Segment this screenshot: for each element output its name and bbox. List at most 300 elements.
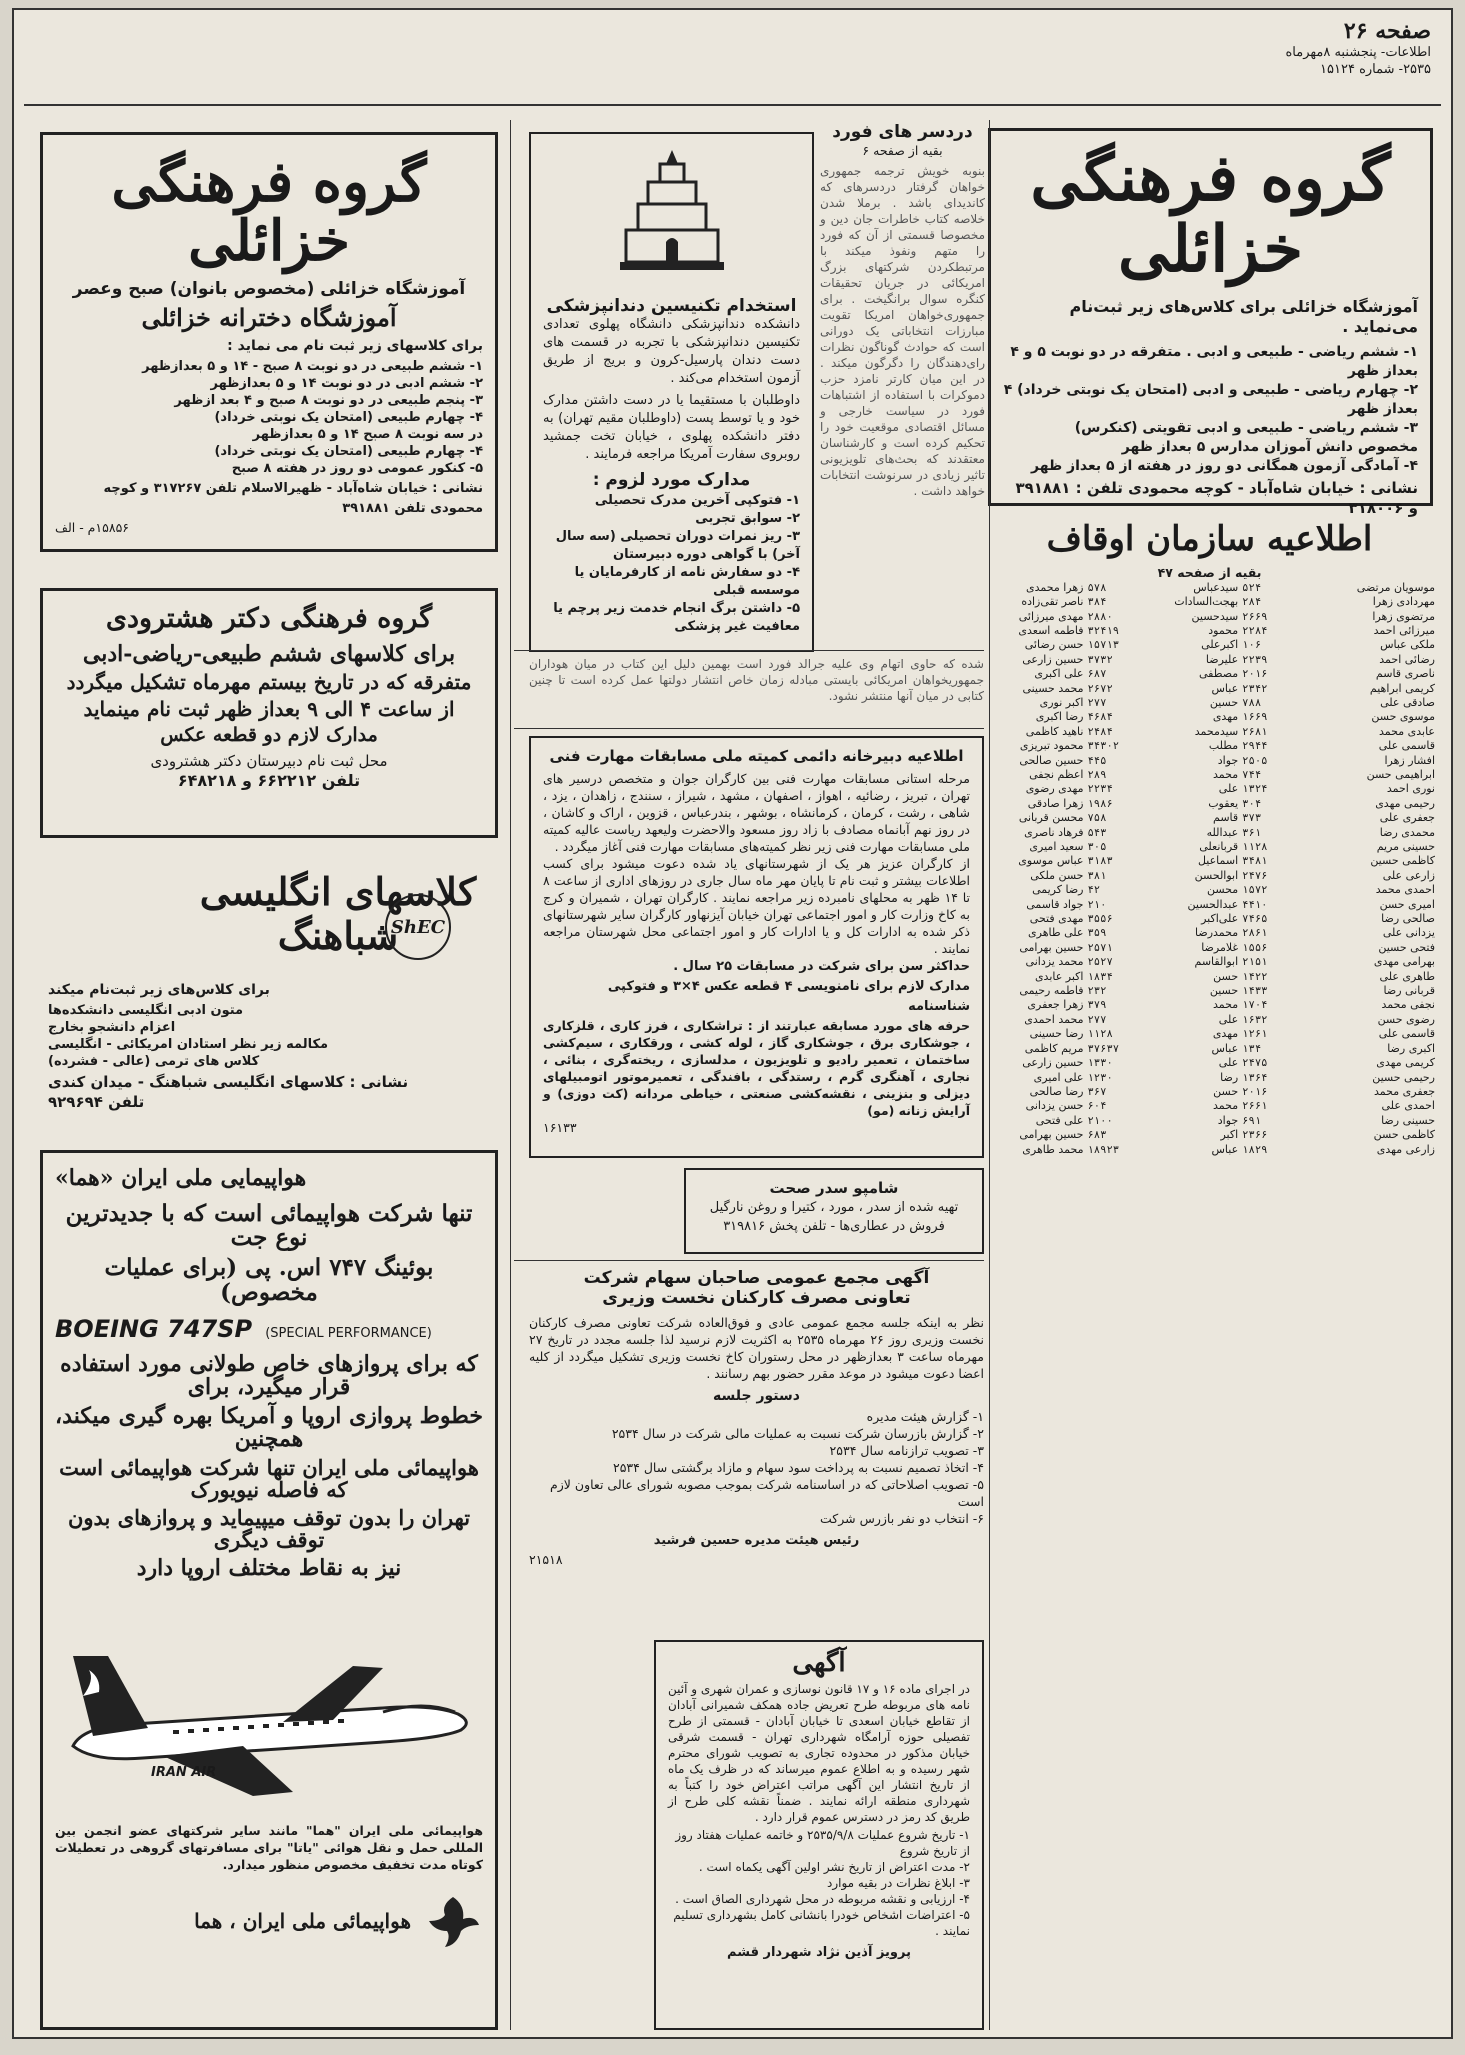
table-cell: سعید امیری bbox=[1029, 840, 1084, 853]
table-cell: ۲۰۱۶ bbox=[1242, 668, 1268, 681]
table-cell: قاسمی علی bbox=[1378, 739, 1435, 753]
ad-subtitle-2: آموزشگاه دخترانه خزائلی bbox=[141, 302, 397, 332]
table-row bbox=[982, 912, 1437, 926]
list-item: ۵- تصویب اصلاحاتی که در اساسنامه شرکت بموجب مصوبه شورای عالی تعاون لازم است bbox=[550, 1477, 984, 1509]
ad-intro: برای کلاسهای زیر ثبت نام می نماید : bbox=[227, 337, 483, 354]
table-cell: ۲۰۱۶ bbox=[1242, 1085, 1268, 1098]
table-cell: عباس bbox=[1211, 681, 1239, 695]
table-cell: فرهاد ناصری bbox=[1024, 825, 1084, 839]
ad-line: متفرقه که در تاریخ بیستم مهرماه تشکیل میگردد bbox=[66, 670, 472, 695]
table-cell: ۱۴۲۲ bbox=[1242, 970, 1268, 983]
table-row bbox=[982, 811, 1437, 825]
ad-line: محل ثبت نام دبیرستان دکتر هشترودی bbox=[150, 752, 388, 771]
table-cell: مهدی میرزائی bbox=[1018, 609, 1084, 623]
ad-title: شامپو سدر صحت bbox=[769, 1179, 899, 1197]
ad-subtitle: آموزشگاه خزائلی (مخصوص بانوان) صبح وعصر bbox=[72, 278, 466, 299]
table-cell: ناصر تقی‌زاده bbox=[1021, 595, 1084, 609]
table-cell: جواد bbox=[1217, 1113, 1239, 1127]
owqaf-title: اطلاعیه سازمان اوقاف bbox=[1046, 519, 1373, 559]
table-cell: علی‌اکبر bbox=[1201, 912, 1239, 926]
table-cell: حسن bbox=[1213, 969, 1239, 983]
ad-address: نشانی : خیابان شاه‌آباد - کوچه محمودی تلفن : ۳۹۱۸۸۱ و ۳۱۸۰۰۶ bbox=[1015, 479, 1418, 518]
ad-line: بوئینگ ۷۴۷ اس. پی (برای عملیات مخصوص) bbox=[104, 1254, 434, 1306]
table-cell: علی طاهری bbox=[1028, 926, 1084, 940]
table-row bbox=[982, 710, 1437, 724]
table-cell: محمود bbox=[1208, 623, 1239, 637]
table-cell: غلامرضا bbox=[1201, 940, 1239, 954]
table-cell: ۲۲۳۹ bbox=[1242, 653, 1268, 666]
ad-body: تهیه شده از سدر ، مورد ، کتیرا و روغن نارگیل bbox=[709, 1200, 959, 1215]
table-row bbox=[982, 768, 1437, 782]
list-item: ۳- تصویب ترازنامه سال ۲۵۳۴ bbox=[829, 1443, 984, 1458]
table-row bbox=[982, 1071, 1437, 1085]
ad-body-2: داوطلبان با مستقیما یا در دست داشتن مدارک خود و یا توسط پست (داوطلبان مقیم تهران) به دفتر دانشکده پهلوی ، خیابان تخت جمشید روبروی سفارت آمریکا مراجعه فرمایند . bbox=[543, 393, 800, 462]
table-cell: محمدرضا bbox=[1195, 926, 1239, 940]
table-cell: علی امیری bbox=[1033, 1070, 1084, 1084]
ad-title: گروه فرهنگی bbox=[111, 149, 427, 215]
table-cell: ۲۵۲۷ bbox=[1087, 956, 1113, 969]
list-item: ۴- ارزیابی و نقشه مربوطه در محل شهرداری الصاق است . bbox=[675, 1892, 970, 1907]
table-cell: ۳۲۴۱۹ bbox=[1087, 624, 1120, 637]
table-cell: ۵۲۴ bbox=[1242, 581, 1262, 594]
table-cell: مرتضوی زهرا bbox=[1372, 609, 1435, 623]
list-item: ۳- ششم ریاضی - طبیعی و ادبی تقویتی (کنکرس) bbox=[1074, 420, 1418, 437]
boeing-747sp-illustration-icon bbox=[53, 1596, 483, 1806]
notice-docs: مدارک لازم برای نامنویسی ۴ قطعه عکس ۴×۳ و فتوکپی شناسنامه bbox=[607, 979, 970, 1014]
table-cell: ۳۰۴ bbox=[1242, 797, 1262, 810]
table-cell: اعظم نجفی bbox=[1029, 767, 1084, 781]
table-row bbox=[982, 682, 1437, 696]
table-cell: رضا bbox=[1220, 1070, 1239, 1084]
table-row bbox=[982, 941, 1437, 955]
notice-title: آگهی مجمع عمومی صاحبان سهام شرکت bbox=[583, 1268, 930, 1288]
table-cell: ۱۳۲۴ bbox=[1242, 783, 1268, 796]
table-cell: ۶۸۷ bbox=[1087, 668, 1107, 681]
ad-footer: هواپیمائی ملی ایران ، هما bbox=[194, 1908, 411, 1933]
table-row bbox=[982, 926, 1437, 940]
table-cell: ۱۸۹۲۳ bbox=[1087, 1143, 1120, 1156]
table-cell: حسین bbox=[1209, 984, 1239, 998]
table-cell: ملکی عباس bbox=[1380, 638, 1435, 652]
notice-trades: حرفه های مورد مسابقه عبارتند از : تراشکاری ، فرز کاری ، قلزکاری ، جوشکاری برق ، جوشکاری گاز ، لوله کشی ، ورقکاری ، سیم‌کشی ساختمان ، تعمیر رادیو و تلویزیون ، مدلسازی ، ریخته‌گری ، بنائی ، نجاری ، آهنگری گرم ، رستدگی ، بافندگی ، تعمیرموتور اتومبیلهای دیزلی و بنزینی ، نقشه‌کشی صنعتی ، خیاطی مردانه (کت دوزی) و آرایش زنانه (مو) bbox=[543, 1018, 970, 1118]
table-cell: حسینی رضا bbox=[1381, 1113, 1435, 1127]
table-cell: مهدی فتحی bbox=[1029, 912, 1084, 926]
table-row bbox=[982, 725, 1437, 739]
table-cell: موسوی حسن bbox=[1371, 710, 1435, 724]
table-cell: رضا صالحی bbox=[1029, 1084, 1084, 1098]
table-cell: بهرامی مهدی bbox=[1373, 955, 1435, 969]
table-cell: ۲۹۴۴ bbox=[1242, 740, 1268, 753]
table-cell: زهرا صادقی bbox=[1027, 796, 1084, 810]
header-date: اطلاعات- پنجشنبه ۸مهرماه bbox=[1285, 45, 1431, 60]
table-cell: رضائی احمد bbox=[1379, 652, 1435, 666]
table-row bbox=[982, 610, 1437, 624]
list-item: ۳- ابلاغ نظرات در بقیه موارد bbox=[827, 1876, 970, 1891]
table-row bbox=[982, 653, 1437, 667]
newspaper-page bbox=[12, 8, 1453, 2039]
table-cell: حسین بهرامی bbox=[1019, 1128, 1084, 1142]
table-row bbox=[982, 869, 1437, 883]
table-cell: ۲۵۰۵ bbox=[1242, 754, 1268, 767]
ad-line: تهران را بدون توقف میپیماید و پروازهای بدون توقف دیگری bbox=[67, 1505, 471, 1553]
table-cell: ۱۳۶۴ bbox=[1242, 1071, 1268, 1084]
table-cell: محمد bbox=[1213, 767, 1239, 781]
table-cell: ۳۸۴ bbox=[1087, 596, 1107, 609]
ad-line: خطوط پروازی اروپا و آمریکا بهره گیری میکند، همچنین bbox=[55, 1402, 483, 1452]
top-rule bbox=[24, 104, 1441, 106]
ad-title: گروه فرهنگی bbox=[1030, 141, 1391, 216]
page-number: صفحه ۲۶ bbox=[1343, 18, 1431, 44]
list-item: ۲- مدت اعتراض از تاریخ نشر اولین آگهی یکماه است . bbox=[698, 1860, 970, 1875]
table-row bbox=[982, 970, 1437, 984]
table-cell: فاطمه اسعدی bbox=[1018, 623, 1084, 637]
table-cell: اکبر عابدی bbox=[1034, 969, 1084, 983]
university-emblem-icon bbox=[612, 142, 732, 292]
homa-bird-logo-icon bbox=[423, 1891, 483, 1951]
table-cell: رحیمی حسین bbox=[1372, 1070, 1435, 1084]
column-divider bbox=[989, 120, 990, 2030]
list-item: ۱- ششم ریاضی - طبیعی و ادبی . متفرقه در دو نوبت ۵ و ۴ بعداز ظهر bbox=[1010, 344, 1418, 380]
notice-signature: پرویز آذین‌ نژاد شهردار قشم bbox=[727, 1945, 911, 1961]
list-item: ۲- گزارش بازرسان شرکت نسبت به عملیات مالی شرکت در سال ۲۵۳۴ bbox=[611, 1426, 984, 1441]
list-item: ۳- ریز نمرات دوران تحصیلی (سه سال آخر) با گواهی دوره دبیرستان bbox=[555, 529, 800, 562]
notice-title-2: تعاونی مصرف کارکنان نخست وزیری bbox=[602, 1288, 911, 1308]
table-cell: جعفری محمد bbox=[1374, 1084, 1435, 1098]
table-cell: علی bbox=[1218, 1056, 1239, 1070]
list-item: ۱- گزارش هیئت مدیره bbox=[866, 1409, 984, 1424]
table-row bbox=[982, 854, 1437, 868]
table-cell: سیدعباس bbox=[1193, 580, 1239, 594]
table-cell: مریم کاظمی bbox=[1024, 1041, 1084, 1055]
table-cell: ۲۲۸۴ bbox=[1242, 624, 1268, 637]
table-cell: ناصری قاسم bbox=[1375, 667, 1435, 681]
list-item: ۶- انتخاب دو نفر بازرس شرکت bbox=[820, 1511, 984, 1526]
table-cell: قربانعلی bbox=[1199, 840, 1239, 853]
skills-competition-notice bbox=[529, 736, 984, 1158]
table-cell: علی اکبری bbox=[1034, 667, 1084, 681]
list-item: ۴- دو سفارش نامه از کارفرمایان یا موسسه قبلی bbox=[574, 565, 800, 598]
table-cell: حسن یزدانی bbox=[1025, 1099, 1084, 1113]
table-row bbox=[982, 826, 1437, 840]
table-cell: عابدی محمد bbox=[1379, 724, 1435, 738]
table-cell: مهردادی زهرا bbox=[1372, 595, 1435, 609]
list-item: متون ادبی انگلیسی دانشکده‌ها bbox=[48, 1003, 244, 1018]
table-cell: ۲۴۷۵ bbox=[1242, 1057, 1268, 1070]
table-cell: حسن رضائی bbox=[1024, 638, 1084, 652]
list-item: اعزام دانشجو بخارج bbox=[48, 1020, 176, 1035]
table-row bbox=[982, 1114, 1437, 1128]
ad-body: دانشکده دندانپزشکی دانشگاه پهلوی تعدادی تکنیسین دندانپزشکی با تجربه در قسمت های دست دندان پارسیل-کرون و بریج از طریق آزمون استخدام می‌کند . bbox=[543, 317, 800, 386]
table-cell: ۲۶۶۱ bbox=[1242, 1100, 1268, 1113]
ad-phone: تلفن ۹۲۹۶۹۴ bbox=[48, 1093, 145, 1111]
table-cell: ۱۶۶۹ bbox=[1242, 711, 1268, 724]
table-cell: ۲۵۷۱ bbox=[1087, 941, 1113, 954]
article-title: دردسر های فورد bbox=[832, 122, 973, 142]
table-cell: ۳۷۳۲ bbox=[1087, 653, 1113, 666]
table-cell: افشار زهرا bbox=[1384, 753, 1435, 767]
table-cell: بهجت‌السادات bbox=[1174, 595, 1239, 609]
table-row bbox=[982, 1085, 1437, 1099]
table-cell: ۲۱۰۰ bbox=[1087, 1114, 1113, 1127]
table-cell: ۵۷۸ bbox=[1087, 581, 1107, 594]
table-row bbox=[982, 595, 1437, 609]
ford-article bbox=[820, 122, 985, 747]
table-row bbox=[982, 1143, 1437, 1157]
table-cell: حسن bbox=[1213, 1084, 1239, 1098]
shampoo-ad bbox=[684, 1168, 984, 1254]
table-row bbox=[982, 1128, 1437, 1142]
table-row bbox=[982, 1099, 1437, 1113]
table-cell: ابوالقاسم bbox=[1194, 955, 1239, 969]
table-cell: یزدانی علی bbox=[1382, 926, 1435, 940]
table-cell: ۳۸۱ bbox=[1087, 869, 1107, 882]
table-cell: ۴۶۸۴ bbox=[1087, 711, 1113, 724]
docs-title: مدارک مورد لزوم : bbox=[592, 470, 751, 490]
table-cell: ۶۹۱ bbox=[1242, 1114, 1262, 1127]
ad-title-2: خزائلی bbox=[188, 207, 350, 274]
ad-title: گروه فرهنگی دکتر هشترودی bbox=[105, 603, 433, 634]
table-cell: ۲۳۴۲ bbox=[1242, 682, 1268, 695]
table-cell: ۱۶۳۲ bbox=[1242, 1013, 1268, 1026]
ad-line: مدارک لازم دو قطعه عکس bbox=[160, 724, 378, 747]
table-cell: ۱۱۲۸ bbox=[1242, 841, 1268, 853]
table-cell: نوری احمد bbox=[1386, 782, 1435, 796]
table-row bbox=[982, 782, 1437, 796]
notice-ref: ۱۶۱۳۳ bbox=[543, 1120, 577, 1135]
table-cell: ۷۴۶۵ bbox=[1242, 913, 1268, 926]
owqaf-notice bbox=[982, 512, 1437, 2032]
table-cell: زارعی علی bbox=[1382, 868, 1435, 882]
shahang-ad bbox=[40, 869, 498, 1132]
table-cell: علی bbox=[1218, 782, 1239, 796]
table-cell: ابراهیمی حسن bbox=[1366, 767, 1435, 781]
list-item: ۱- ششم طبیعی در دو نوبت ۸ صبح - ۱۴ و ۵ بعدازظهر bbox=[142, 358, 483, 374]
table-cell: قاسمی علی bbox=[1378, 1027, 1435, 1041]
list-item: ۴- چهارم طبیعی (امتحان یک نوبتی خرداد) bbox=[214, 443, 483, 459]
list-item: کلاس های ترمی (عالی - فشرده) bbox=[48, 1054, 260, 1069]
table-cell: رضا کریمی bbox=[1032, 883, 1084, 897]
table-cell: قربانی رضا bbox=[1383, 984, 1435, 998]
table-cell: صالحی رضا bbox=[1381, 912, 1435, 926]
table-cell: اکبری رضا bbox=[1387, 1041, 1435, 1055]
list-item: ۱- تاریخ شروع عملیات ۲۵۳۵/۹/۸ و خاتمه عملیات هفتاد روز از تاریخ شروع bbox=[675, 1828, 970, 1859]
table-cell: رحیمی مهدی bbox=[1375, 796, 1435, 810]
owqaf-table bbox=[982, 581, 1437, 1157]
table-cell: محمد bbox=[1213, 1099, 1239, 1113]
table-cell: ۳۷۶۳۷ bbox=[1087, 1042, 1120, 1055]
table-cell: ۱۵۷۱۳ bbox=[1087, 639, 1120, 652]
table-cell: اکبر bbox=[1220, 1128, 1239, 1142]
table-cell: اکبرعلی bbox=[1201, 638, 1239, 652]
table-cell: موسویان مرتضی bbox=[1356, 580, 1435, 594]
table-cell: نجفی محمد bbox=[1381, 998, 1435, 1012]
table-cell: سیدحسین bbox=[1191, 609, 1239, 623]
table-cell: عباس موسوی bbox=[1018, 854, 1084, 868]
table-cell: ۲۷۷ bbox=[1087, 696, 1107, 709]
table-cell: ۲۸۶۱ bbox=[1242, 927, 1268, 940]
table-cell: علیرضا bbox=[1205, 652, 1239, 666]
ad-title-2: شباهنگ bbox=[277, 913, 399, 958]
list-item: ۲- سوابق تجربی bbox=[695, 511, 800, 526]
ad-line: هواپیمائی ملی ایران تنها شرکت هواپیمائی است که فاصله نیویورک bbox=[59, 1455, 479, 1503]
table-cell: ۳۰۵ bbox=[1087, 841, 1107, 853]
dental-hiring-ad bbox=[529, 132, 814, 652]
table-cell: ۶۸۳ bbox=[1087, 1129, 1107, 1142]
table-cell: رضوی حسن bbox=[1377, 1012, 1435, 1026]
table-cell: محمود تبریزی bbox=[1019, 739, 1084, 753]
table-cell: عبدالله bbox=[1206, 825, 1239, 839]
table-cell: عباس bbox=[1211, 1041, 1239, 1055]
table-cell: ۲۱۰ bbox=[1087, 898, 1107, 911]
table-cell: ۲۷۷ bbox=[1087, 1013, 1107, 1026]
table-cell: ۱۰۶ bbox=[1242, 639, 1262, 652]
ad-title-2: خزائلی bbox=[1118, 212, 1303, 288]
list-item: ۱- فتوکپی آخرین مدرک تحصیلی bbox=[594, 493, 800, 508]
notice-body-2: از کارگران عزیز هر یک از شهرستانهای یاد شده دعوت میشود برای کسب اطلاعات بیشتر و ثبت نام تا پایان مهر ماه سال جاری در روزهای اداری از ساعت ۸ تا ۱۴ ظهر به محلهای نامبرده زیر مراجعه نمایند . کارگران تهران ، شمیران و کرج به کاخ وزارت کار و امور اجتماعی تهران خیابان آیزنهاور کارگران سایر شهرستانهای ذکر شده به ادارات کل و یا ادارات کار و امور اجتماعی محل شهرستان مراجعه نمایند . bbox=[543, 856, 970, 956]
table-cell: ۲۳۶۶ bbox=[1242, 1129, 1268, 1142]
ad-phone: تلفن ۶۶۲۲۱۲ و ۶۴۸۲۱۸ bbox=[177, 771, 361, 791]
table-cell: جعفری علی bbox=[1379, 811, 1435, 825]
divider bbox=[514, 728, 984, 729]
table-cell: عبدالحسین bbox=[1187, 897, 1239, 911]
special-label: (SPECIAL PERFORMANCE) bbox=[265, 1325, 432, 1341]
table-cell: ۲۴۸۴ bbox=[1087, 725, 1113, 738]
list-item: ۵- اعتراضات اشخاص خودرا بانشانی کامل بشهرداری تسلیم نمایند . bbox=[673, 1908, 970, 1939]
ad-line: تنها شرکت هواپیمائی است که با جدیدترین نوع جت bbox=[65, 1200, 473, 1252]
owqaf-subtitle: بقیه از صفحه ۴۷ bbox=[1157, 564, 1262, 580]
ad-title: استخدام تکنیسین دندانپزشکی bbox=[546, 296, 797, 316]
ad-line: که برای پروازهای خاص طولانی مورد استفاده قرار میگیرد، برای bbox=[60, 1350, 478, 1400]
list-item: مخصوص دانش آموزان مدارس ۵ بعداز ظهر bbox=[1121, 439, 1418, 456]
table-cell: ۱۸۳۴ bbox=[1087, 970, 1113, 983]
table-row bbox=[982, 797, 1437, 811]
table-cell: اسماعیل bbox=[1197, 854, 1239, 868]
ford-continuation bbox=[529, 656, 984, 724]
ad-line: نیز به نقاط مختلف اروپا دارد bbox=[136, 1555, 402, 1582]
table-cell: ۱۱۲۸ bbox=[1087, 1028, 1113, 1041]
table-cell: ۴۴۱۰ bbox=[1242, 898, 1268, 911]
table-cell: سیدمحمد bbox=[1194, 724, 1239, 738]
table-row bbox=[982, 739, 1437, 753]
table-cell: امیری حسن bbox=[1379, 897, 1435, 911]
table-row bbox=[982, 898, 1437, 912]
table-cell: کریمی مهدی bbox=[1376, 1056, 1435, 1070]
table-cell: قاسم bbox=[1213, 811, 1239, 825]
table-cell: احمدی علی bbox=[1381, 1099, 1435, 1113]
table-cell: احمدی محمد bbox=[1375, 883, 1435, 897]
table-row bbox=[982, 754, 1437, 768]
table-cell: ۴۴۵ bbox=[1087, 754, 1107, 767]
table-row bbox=[982, 638, 1437, 652]
shareholders-meeting-notice bbox=[529, 1268, 984, 1633]
table-cell: مهدی bbox=[1212, 1027, 1239, 1041]
table-row bbox=[982, 883, 1437, 897]
column-divider bbox=[510, 120, 511, 2030]
table-cell: زهرا جعفری bbox=[1027, 998, 1084, 1012]
notice-ref: ۲۱۵۱۸ bbox=[529, 1552, 563, 1567]
list-item: ۳- پنجم طبیعی در دو نوبت ۸ صبح و ۴ بعد ازظهر bbox=[174, 392, 483, 408]
table-cell: ۳۶۷ bbox=[1087, 1085, 1107, 1098]
table-cell: مطلب bbox=[1208, 739, 1239, 753]
table-cell: محمد احمدی bbox=[1024, 1012, 1084, 1026]
table-row bbox=[982, 581, 1437, 595]
notice-title: اطلاعیه دبیرخانه دائمی کمیته ملی مسابقات مهارت فنی bbox=[549, 747, 964, 765]
hashtroudi-ad bbox=[40, 588, 498, 838]
table-cell: ۲۸۸۰ bbox=[1087, 610, 1113, 623]
table-cell: ۳۵۵۶ bbox=[1087, 913, 1113, 926]
notice-body: در اجرای ماده ۱۶ و ۱۷ قانون نوسازی و عمران شهری و آئین نامه های مربوطه طرح تعریض جاده همکف شمیرانی آبادان از تقاطع خیابان اسعدی تا خیابان آبادان - قسمتی از طرح تفصیلی حوزه آرامگاه شهرداری تهران - قسمت شرقی خیابان مذکور در محدوده تجاری به تصویب شورای محترم شهر رسیده و به اطلاع عموم میرساند که در ظرف یک ماه از تاریخ انتشار این آگهی مراتب اعتراض خود را کتباً به شهرداری منطقه ارائه نمایند . ضمناً نقشه کلی طرح از طریق کد رمز در دسترس عموم قرار دارد . bbox=[668, 1682, 970, 1825]
table-cell: میرزائی احمد bbox=[1373, 623, 1435, 637]
table-cell: علی bbox=[1218, 1012, 1239, 1026]
table-cell: طاهری علی bbox=[1379, 969, 1435, 983]
table-cell: محمد طاهری bbox=[1022, 1142, 1084, 1156]
table-cell: ناهید کاظمی bbox=[1025, 724, 1084, 738]
article-body: شده که حاوی اتهام وی علیه جرالد فورد است بهمین دلیل این کتاب در میان هوداران جمهوریخواهان امریکائی بایستی مبادله زمان خاص انتشار دولتها عمل کرده است تا چنین کتابی در میان آنها منتشر نشود. bbox=[529, 657, 984, 703]
ad-line: از ساعت ۴ الی ۹ بعداز ظهر ثبت نام مینماید bbox=[83, 697, 455, 722]
list-item: ۵- داشتن برگ انجام خدمت زیر پرچم یا معافیت غیر پزشکی bbox=[553, 601, 800, 634]
divider bbox=[514, 650, 984, 651]
table-cell: ۳۱۸۳ bbox=[1087, 855, 1113, 868]
iran-air-ad bbox=[40, 1150, 498, 2030]
table-cell: ۱۹۸۶ bbox=[1087, 797, 1113, 810]
table-cell: ۱۸۲۹ bbox=[1242, 1143, 1268, 1156]
ad-brand: هواپیمایی ملی ایران «هما» bbox=[55, 1165, 307, 1191]
table-cell: ۱۳۳۰ bbox=[1087, 1057, 1113, 1070]
table-cell: ۷۸۸ bbox=[1242, 696, 1262, 709]
table-cell: رضا اکبری bbox=[1035, 710, 1084, 724]
list-item: در سه نوبت ۸ صبح ۱۴ و ۵ بعدازظهر bbox=[252, 426, 483, 442]
table-row bbox=[982, 998, 1437, 1012]
table-cell: جواد bbox=[1217, 753, 1239, 767]
divider bbox=[514, 1260, 984, 1261]
table-cell: ۲۶۷۲ bbox=[1087, 682, 1113, 695]
header-issue: ۲۵۳۵- شماره ۱۵۱۲۴ bbox=[1320, 62, 1431, 77]
table-cell: حسینی مریم bbox=[1376, 840, 1435, 853]
ad-body-2: فروش در عطاری‌ها - تلفن پخش ۳۱۹۸۱۶ bbox=[723, 1219, 945, 1234]
table-cell: مهدی رضوی bbox=[1025, 782, 1084, 796]
table-cell: صادقی علی bbox=[1380, 695, 1435, 709]
article-subtitle: بقیه از صفحه ۶ bbox=[862, 143, 943, 158]
table-cell: ۳۷۳ bbox=[1242, 812, 1262, 825]
table-cell: ۲۶۸۱ bbox=[1242, 725, 1268, 738]
article-body: بنوبه خویش ترجمه جمهوری خواهان گرفتار دردسرهای که کاندیدای باشد . برملا شدن خلاصه کتاب خاطرات جان دین و مخصوصا قسمتی از آن که فورد را متهم ونفوذ میکند با مرتبطکردن شرکتهای بزرگ امریکائی در جریان تحقیقات کنگره سوال برانگیخت . برای جمهوری‌خواهان امریکا تقویت مبارزات انتخاباتی یک دورانی است که حوادث گوناگون نظرات رای‌دهندگان را دگرگون میکند . در این میان کارتر نامزد حزب دموکرات با استفاده از اشتباهات فورد در سیاست خارجی و مسائل اقتصادی موقعیت خود را تحکیم کرده است و کارشناسان معتقدند که بحث‌های تلویزیونی تاثیر زیادی در سرنوشت انتخابات خواهد داشت . bbox=[820, 164, 985, 498]
table-cell: ۳۶۱ bbox=[1242, 826, 1262, 839]
table-cell: مهدی bbox=[1212, 710, 1239, 724]
table-row bbox=[982, 1056, 1437, 1070]
table-cell: ۴۲ bbox=[1087, 884, 1101, 897]
table-cell: فتحی حسین bbox=[1378, 940, 1435, 954]
table-cell: ۲۴۷۶ bbox=[1242, 869, 1268, 882]
agenda-title: دستور جلسه bbox=[713, 1388, 800, 1404]
table-cell: یعقوب bbox=[1208, 796, 1239, 810]
table-row bbox=[982, 1013, 1437, 1027]
table-cell: ۷۵۸ bbox=[1087, 812, 1107, 825]
table-row bbox=[982, 840, 1437, 854]
ad-address: نشانی : خیابان شاه‌آباد - ظهیرالاسلام تلفن ۳۱۷۲۶۷ و کوچه محمودی تلفن ۳۹۱۸۸۱ bbox=[103, 480, 483, 516]
notice-age: حداکثر سن برای شرکت در مسابقات ۲۵ سال . bbox=[673, 959, 970, 974]
khazaeli-left-ad bbox=[40, 132, 498, 552]
table-cell: کاظمی حسین bbox=[1370, 854, 1435, 868]
list-item: ۴- اتخاذ تصمیم نسبت به پرداخت سود سهام و مازاد برگشتی سال ۲۵۳۴ bbox=[612, 1460, 984, 1475]
notice-body: نظر به اینکه جلسه مجمع عمومی عادی و فوق‌العاده شرکت تعاونی مصرف کارکنان نخست وزیری روز ۲۶ مهرماه ۲۵۳۵ به اکثریت لازم نرسید لذا جلسه مجدد در تاریخ ۲۷ مهرماه ساعت ۳ بعدازظهر در محل رستوران کاخ نخست وزیری تشکیل میگردد از کلیه اعضا دعوت میشود در موعد مقرر حضور بهم رسانند . bbox=[529, 1315, 984, 1381]
table-cell: مصطفی bbox=[1198, 667, 1239, 681]
table-row bbox=[982, 696, 1437, 710]
table-cell: ۳۴۸۱ bbox=[1242, 855, 1268, 868]
table-cell: ۱۵۵۶ bbox=[1242, 941, 1268, 954]
table-row bbox=[982, 667, 1437, 681]
ad-address: نشانی : کلاسهای انگلیسی شباهنگ - میدان کندی bbox=[48, 1073, 409, 1091]
table-row bbox=[982, 955, 1437, 969]
